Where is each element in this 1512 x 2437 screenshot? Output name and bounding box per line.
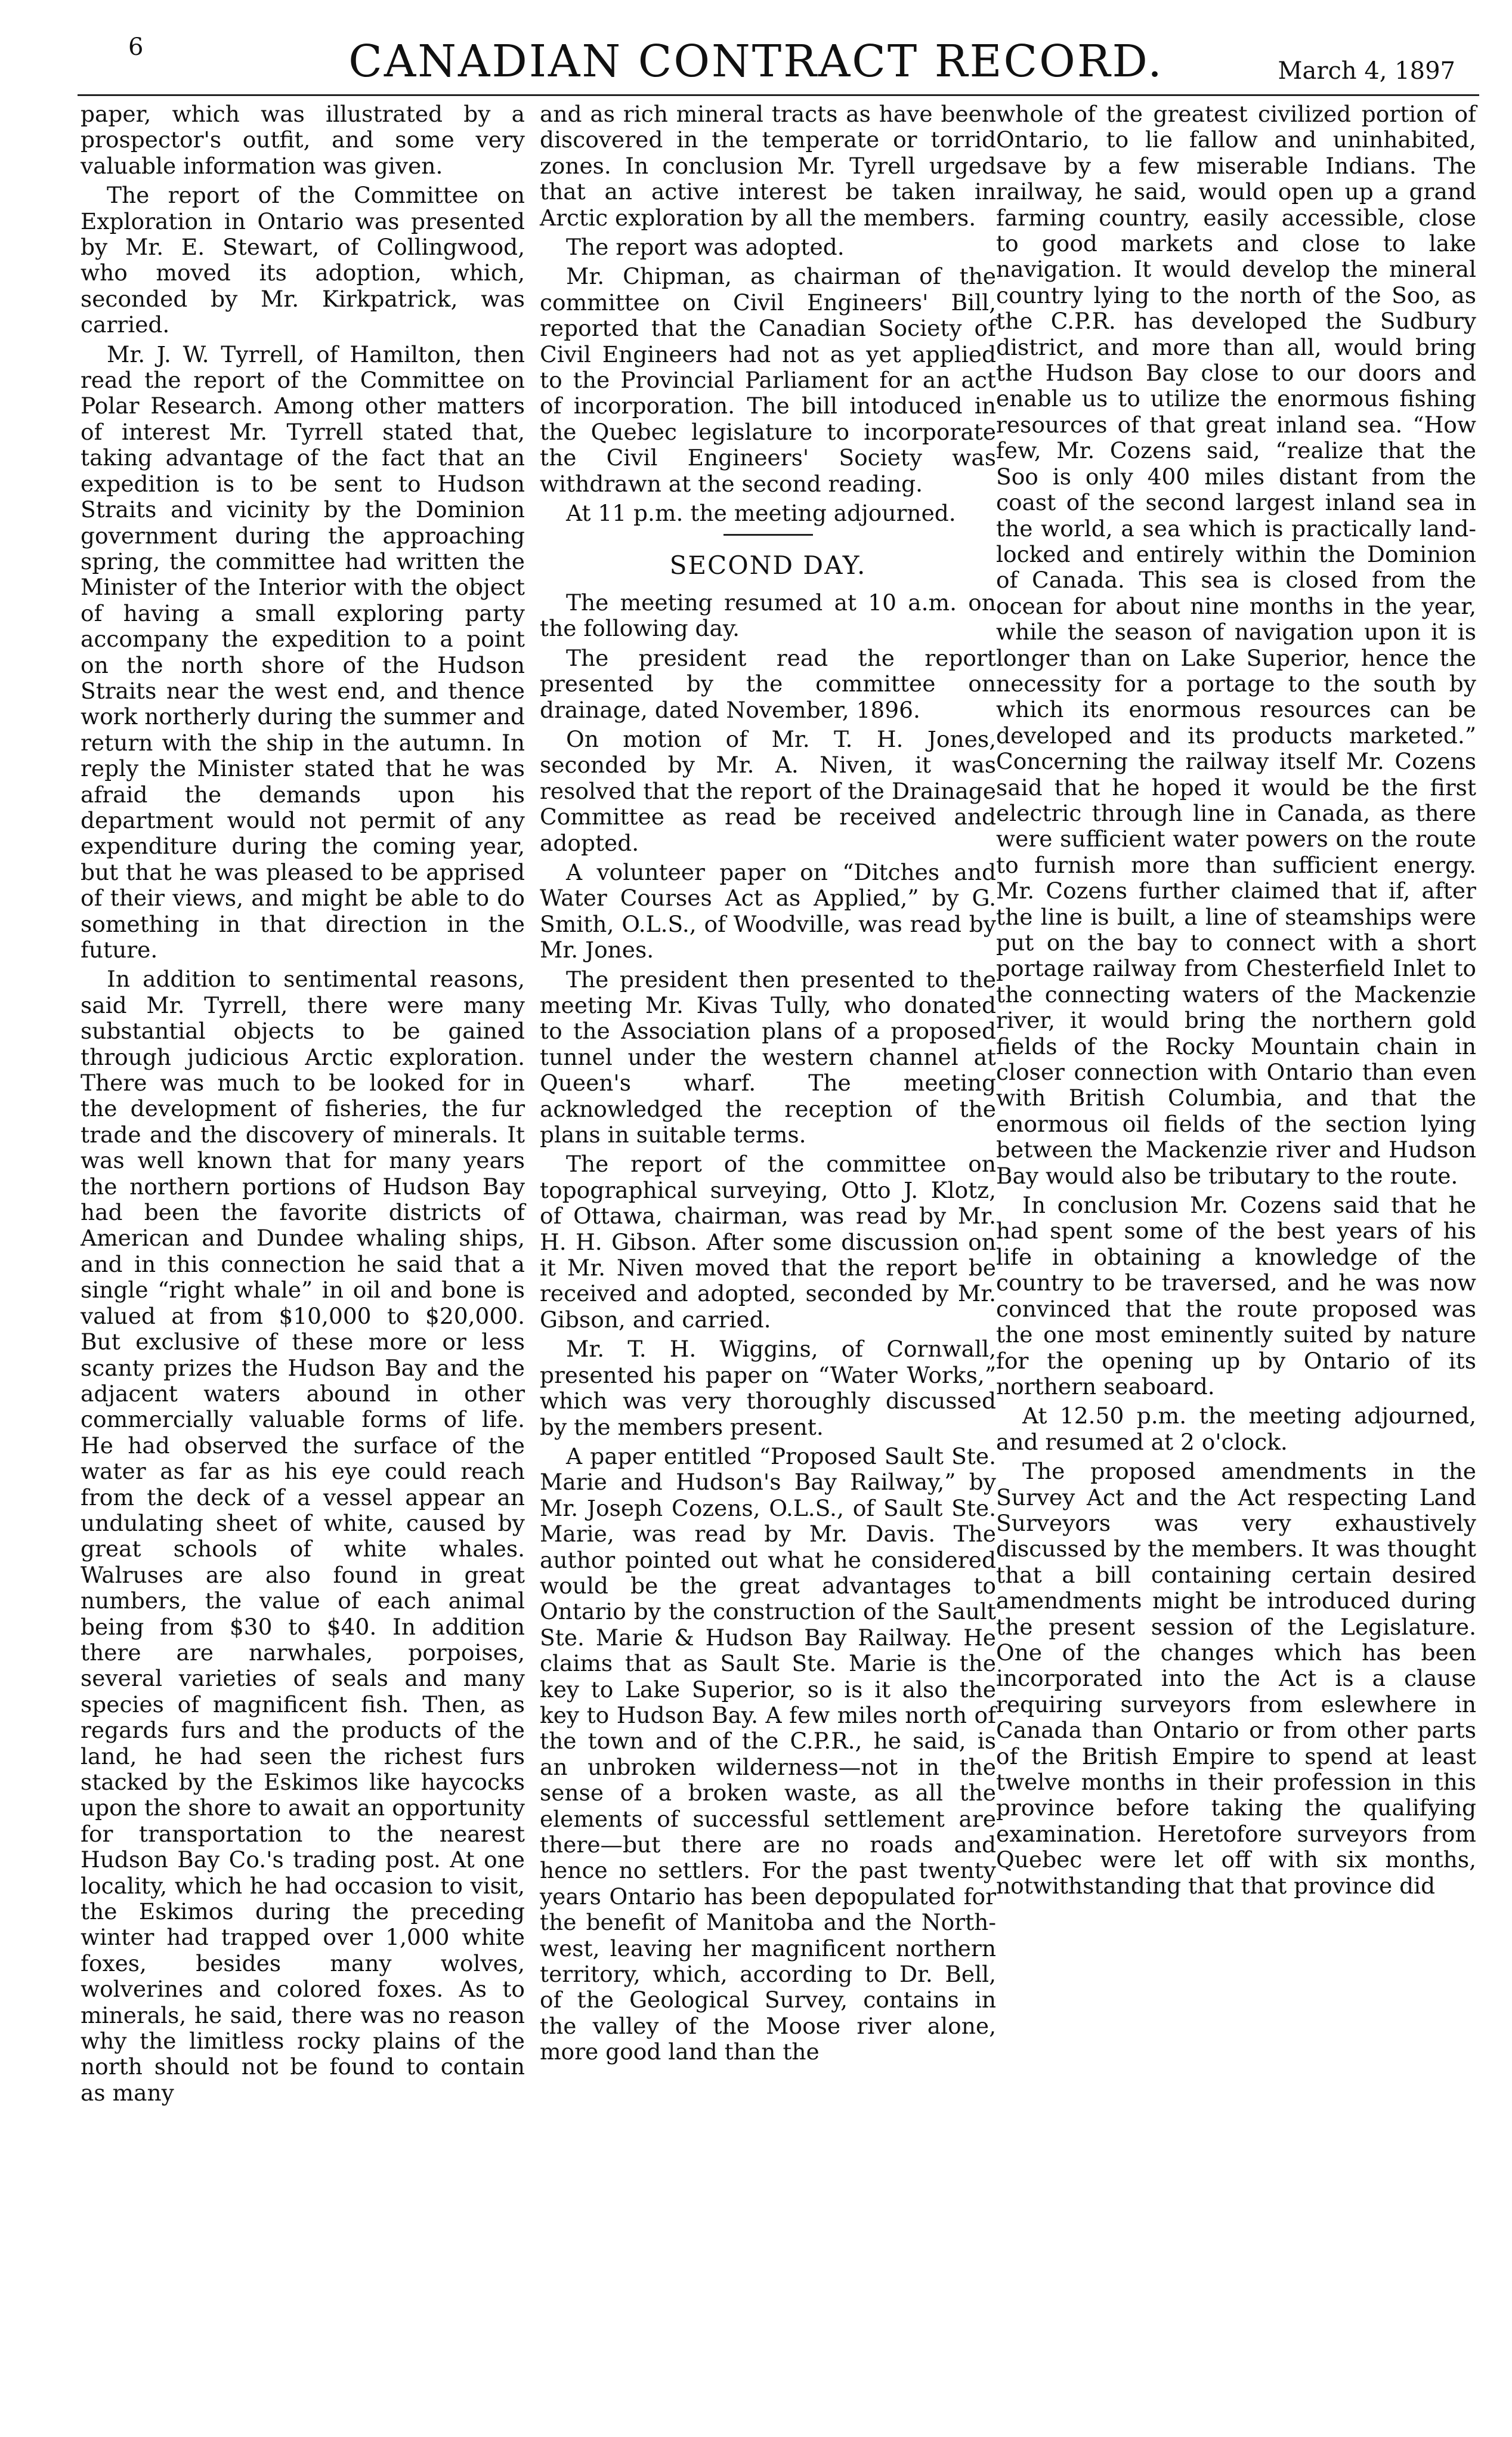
paragraph: A volunteer paper on “Ditches and Water Courses Act as Applied,” by G. Smith, O.L.S., of Woodville, was read by Mr. Jones. [540,858,996,963]
masthead-title: CANADIAN CONTRACT RECORD. [348,36,1164,87]
paragraph: At 11 p.m. the meeting adjourned. [566,500,956,527]
issue-date: March 4, 1897 [1278,57,1455,85]
paragraph: Mr. T. H. Wiggins, of Cornwall, presented his paper on “Water Works,” which was very thoroughly discussed by the members present. [540,1336,996,1440]
paragraph: paper, which was illustrated by a prospector's outfit, and some very valuable information was given. [81,101,525,179]
paragraph: Mr. Chipman, as chairman of the committee on Civil Engineers' Bill, reported that the Canadian Society of Civil Engineers had not as yet applied to the Provincial Parliament for an act of incorporation. The bill intoduced in the Quebec legislature to incorporate the Civil Engineers' Society was withdrawn at the second reading. [540,263,996,497]
paragraph: whole of the greatest civilized portion of Ontario, to lie fallow and uninhabited, save by a few miserable Indians. The railway, he said, would open up a grand farming country, easily accessible, close to good markets and close to lake navigation. It would develop the mineral country lying to the north of the Soo, as the C.P.R. has developed the Sudbury district, and more than all, would bring the Hudson Bay close to our doors and enable us to utilize the enormous fishing resources of that great inland sea. “How few, Mr. Cozens said, “realize that the Soo is only 400 miles distant from the coast of the second largest inland sea in the world, a sea which is practically land-locked and entirely within the Dominion of Canada. This sea is closed from the ocean for about nine months in the year, while the season of navigation upon it is longer than on Lake Superior, hence the necessity for a portage to the south by which its enormous resources can be developed and its products marketed.” Concerning the railway itself Mr. Cozens said that he hoped it would be the first electric through line in Canada, as there were sufficient water powers on the route to furnish more than sufficient energy. Mr. Cozens further claimed that if, after the line is built, a line of steamships were put on the bay to connect with a short portage railway from Chesterfield Inlet to the connecting waters of the Mackenzie river, it would bring the northern gold fields of the Rocky Mountain chain in closer connection with Ontario than even with British Columbia, and that the enormous oil fields of the section lying between the Mackenzie river and Hudson Bay would also be tributary to the route. [996,101,1476,1189]
column-1 [81,101,525,2106]
paragraph: The president read the report presented by the committee on drainage, dated November, 1896. [540,644,996,723]
paragraph: On motion of Mr. T. H. Jones, seconded by Mr. A. Niven, it was resolved that the report of the Drainage Committee as read be received and adopted. [540,725,996,856]
header-rule [78,94,1479,96]
paragraph: In conclusion Mr. Cozens said that he had spent some of the best years of his life in obtaining a knowledge of the country to be traversed, and he was now convinced that the route proposed was the one most eminently suited by nature for the opening up by Ontario of its northern seaboard. [996,1192,1476,1400]
paragraph: The president then presented to the meeting Mr. Kivas Tully, who donated to the Association plans of a proposed tunnel under the western channel at Queen's wharf. The meeting acknowledged the reception of the plans in suitable terms. [540,966,996,1148]
column-2 [540,101,996,2065]
page-number: 6 [128,33,144,61]
paragraph: At 12.50 p.m. the meeting adjourned, and resumed at 2 o'clock. [996,1403,1476,1455]
paragraph: The meeting resumed at 10 a.m. on the following day. [540,589,996,642]
column-3 [996,101,1476,1899]
paragraph: The report of the Committee on Exploration in Ontario was presented by Mr. E. Stewart, of Collingwood, who moved its adoption, which, seconded by Mr. Kirkpatrick, was carried. [81,182,525,338]
paragraph: Mr. J. W. Tyrrell, of Hamilton, then read the report of the Committee on Polar Research. Among other matters of interest Mr. Tyrrell stated that, taking advantage of the fact that an expedition is to be sent to Hudson Straits and vicinity by the Dominion government during the approaching spring, the committee had written the Minister of the Interior with the object of having a small exploring party accompany the expedition to a point on the north shore of the Hudson Straits near the west end, and thence work northerly during the summer and return with the ship in the autumn. In reply the Minister stated that he was afraid the demands upon his department would not permit of any expenditure during the coming year, but that he was pleased to be apprised of their views, and might be able to do something in that direction in the future. [81,341,525,963]
section-divider [723,534,813,536]
paragraph: The proposed amendments in the Survey Act and the Act respecting Land Surveyors was very exhaustively discussed by the members. It was thought that a bill containing certain desired amendments might be introduced during the present session of the Legislature. One of the changes which has been incorporated into the Act is a clause requiring surveyors from eslewhere in Canada than Ontario or from other parts of the British Empire to spend at least twelve months in their profession in this province before taking the qualifying examination. Heretofore surveyors from Quebec were let off with six months, notwithstanding that that province did [996,1458,1476,1899]
paragraph: A paper entitled “Proposed Sault Ste. Marie and Hudson's Bay Railway,” by Mr. Joseph Cozens, O.L.S., of Sault Ste. Marie, was read by Mr. Davis. The author pointed out what he considered would be the great advantages to Ontario by the construction of the Sault Ste. Marie & Hudson Bay Railway. He claims that as Sault Ste. Marie is the key to Lake Superior, so is it also the key to Hudson Bay. A few miles north of the town and of the C.P.R., he said, is an unbroken wilderness—not in the sense of a broken waste, as all the elements of successful settlement are there—but there are no roads and hence no settlers. For the past twenty years Ontario has been depopulated for the benefit of Manitoba and the North-west, leaving her magnificent northern territory, which, according to Dr. Bell, of the Geological Survey, contains in the valley of the Moose river alone, more good land than the [540,1443,996,2065]
paragraph: In addition to sentimental reasons, said Mr. Tyrrell, there were many substantial objects to be gained through judicious Arctic exploration. There was much to be looked for in the development of fisheries, the fur trade and the discovery of minerals. It was well known that for many years the northern portions of Hudson Bay had been the favorite districts of American and Dundee whaling ships, and in this connection he said that a single “right whale” in oil and bone is valued at from $10,000 to $20,000. But exclusive of these more or less scanty prizes the Hudson Bay and the adjacent waters abound in other commercially valuable forms of life. He had observed the surface of the water as far as his eye could reach from the deck of a vessel appear an undulating sheet of white, caused by great schools of white whales. Walruses are also found in great numbers, the value of each animal being from $30 to $40. In addition there are narwhales, porpoises, several varieties of seals and many species of magnificent fish. Then, as regards furs and the products of the land, he had seen the richest furs stacked by the Eskimos like haycocks upon the shore to await an opportunity for transportation to the nearest Hudson Bay Co.'s trading post. At one locality, which he had occasion to visit, the Eskimos during the preceding winter had trapped over 1,000 white foxes, besides many wolves, wolverines and colored foxes. As to minerals, he said, there was no reason why the limitless rocky plains of the north should not be found to contain as many [81,966,525,2106]
paragraph: and as rich mineral tracts as have been discovered in the temperate or torrid zones. In conclusion Mr. Tyrell urged that an active interest be taken in Arctic exploration by all the members. [540,101,996,231]
paragraph: The report of the committee on topographical surveying, Otto J. Klotz, of Ottawa, chairman, was read by Mr. H. H. Gibson. After some discussion on it Mr. Niven moved that the report be received and adopted, seconded by Mr. Gibson, and carried. [540,1151,996,1333]
paragraph: The report was adopted. [566,234,845,261]
section-heading: SECOND DAY. [669,550,867,580]
